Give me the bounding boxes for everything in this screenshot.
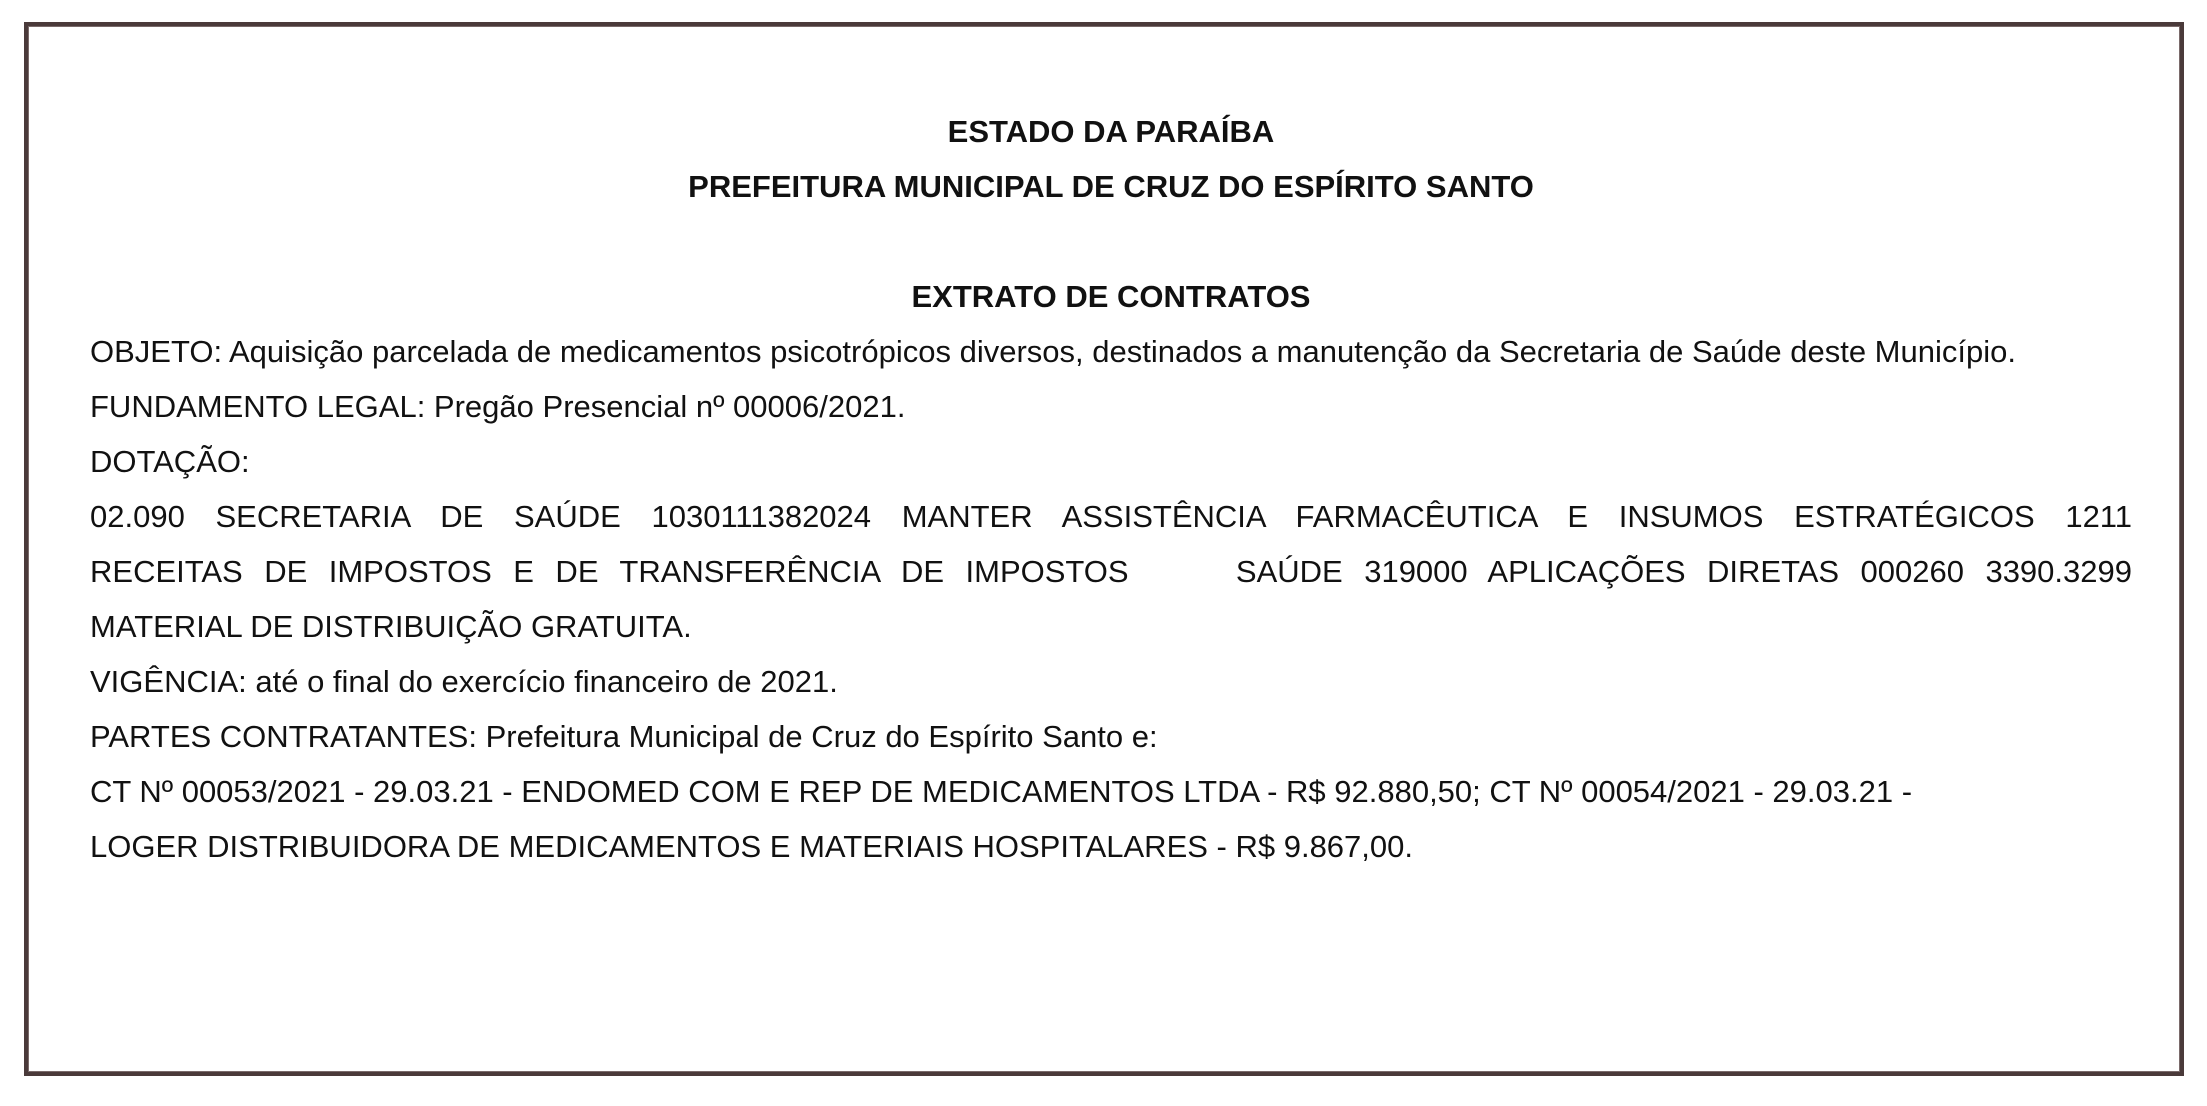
contratos-line-1: CT Nº 00053/2021 - 29.03.21 - ENDOMED COM E REP DE MEDICAMENTOS LTDA - R$ 92.880,50; CT Nº 00054/2021 - 29.03.21 - — [90, 774, 1913, 809]
dotacao-line-2: RECEITAS DE IMPOSTOS E DE TRANSFERÊNCIA DE IMPOSTOS SAÚDE 319000 APLICAÇÕES DIRETAS 000260 3390.3299 — [90, 554, 2132, 589]
dotacao-line-1: 02.090 SECRETARIA DE SAÚDE 1030111382024 MANTER ASSISTÊNCIA FARMACÊUTICA E INSUMOS ESTRATÉGICOS 1211 — [90, 499, 2132, 534]
vigencia: VIGÊNCIA: até o final do exercício financeiro de 2021. — [90, 664, 838, 699]
partes-contratantes: PARTES CONTRATANTES: Prefeitura Municipal de Cruz do Espírito Santo e: — [90, 719, 1158, 754]
prefecture-heading: PREFEITURA MUNICIPAL DE CRUZ DO ESPÍRITO SANTO — [688, 169, 1534, 204]
fundamento-legal: FUNDAMENTO LEGAL: Pregão Presencial nº 00006/2021. — [90, 389, 906, 424]
dotacao-label: DOTAÇÃO: — [90, 444, 250, 479]
contratos-line-2: LOGER DISTRIBUIDORA DE MEDICAMENTOS E MATERIAIS HOSPITALARES - R$ 9.867,00. — [90, 829, 1413, 864]
objeto-paragraph: OBJETO: Aquisição parcelada de medicamentos psicotrópicos diversos, destinados a manutenção da Secretaria de Saúde deste Município. — [90, 334, 2016, 369]
state-heading: ESTADO DA PARAÍBA — [947, 114, 1275, 149]
document-content — [90, 104, 2132, 874]
document-title: EXTRATO DE CONTRATOS — [911, 279, 1311, 314]
spacer — [90, 214, 2132, 269]
dotacao-line-3: MATERIAL DE DISTRIBUIÇÃO GRATUITA. — [90, 609, 692, 644]
